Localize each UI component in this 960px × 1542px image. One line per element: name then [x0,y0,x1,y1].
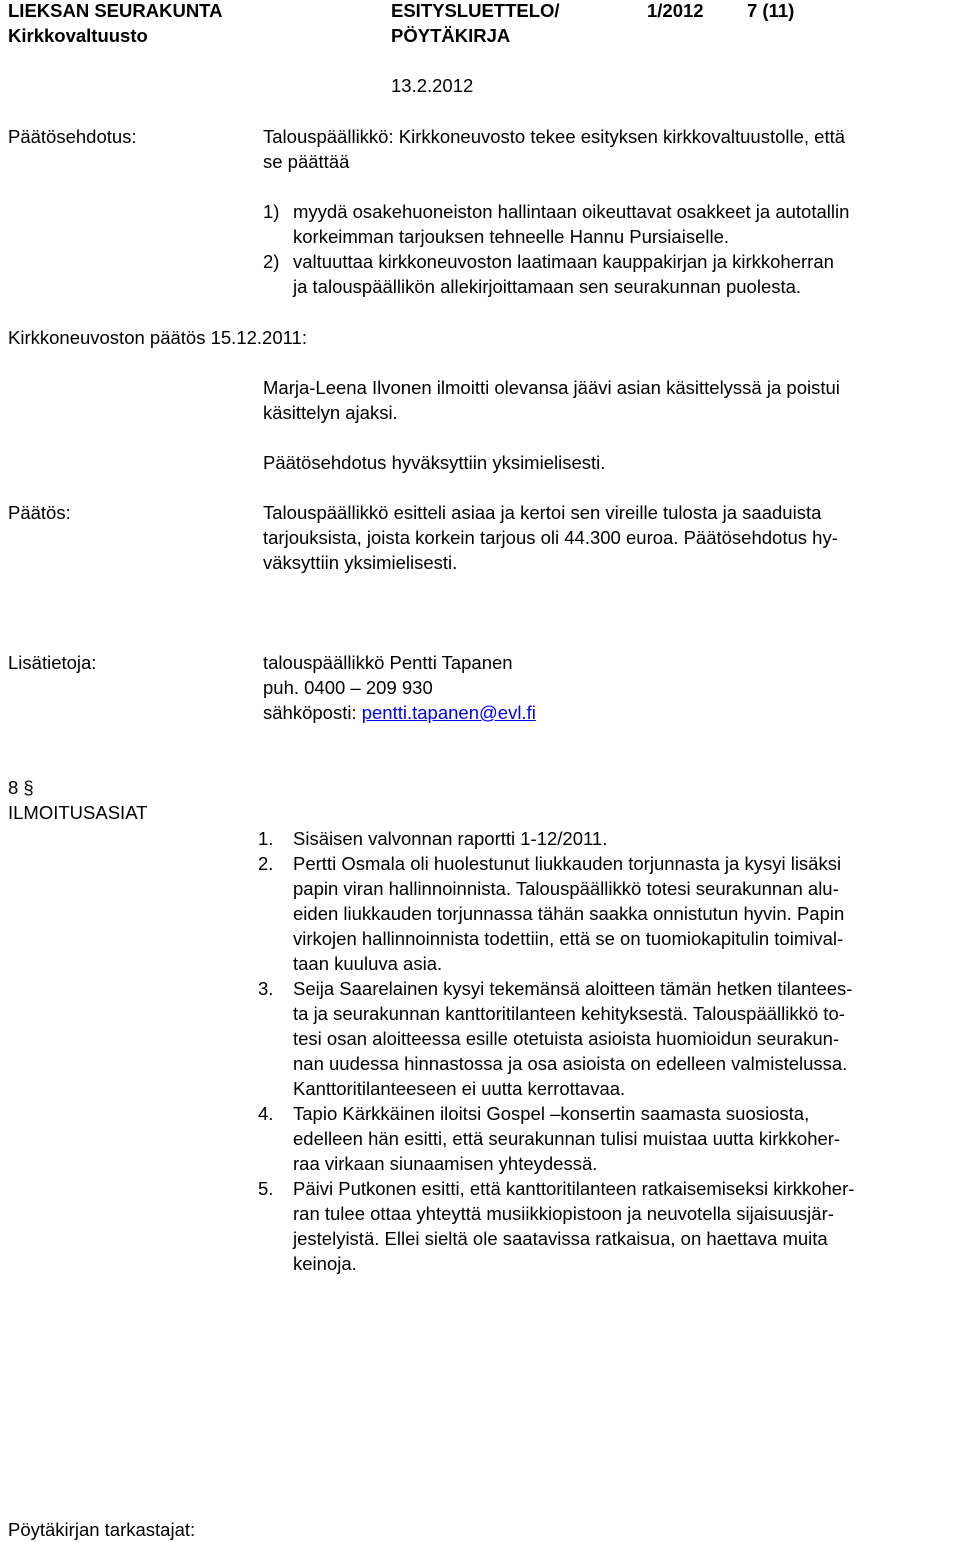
meeting-date: 13.2.2012 [391,75,474,96]
council-decision-line: Marja-Leena Ilvonen ilmoitti olevansa jäävi asian käsittelyssä ja poistui [263,377,840,398]
section-number: 8 § [8,777,34,798]
proposal-item-text [293,199,849,249]
contact-name: talouspäällikkö Pentti Tapanen [263,652,513,673]
notice-text [293,826,607,851]
proposal-intro-line: Talouspäällikkö: Kirkkoneuvosto tekee esityksen kirkkovaltuustolle, että [263,126,846,147]
proposal-item-line: valtuuttaa kirkkoneuvoston laatimaan kauppakirjan ja kirkkoherran [293,251,834,272]
notice-number: 4. [258,1103,274,1124]
email-link[interactable]: pentti.tapanen@evl.fi [361,702,536,723]
notice-line: ran tulee ottaa yhteyttä musiikkiopistoon ja neuvotella sijaisuusjär- [293,1203,834,1224]
notice-line: ta ja seurakunnan kanttoritilanteen kehityksestä. Talouspäällikkö to- [293,1003,845,1024]
proposal-item-line: ja talouspäällikön allekirjoittamaan sen seurakunnan puolesta. [293,276,802,297]
doc-type-2: PÖYTÄKIRJA [391,25,511,46]
council-decision-label: Kirkkoneuvoston päätös 15.12.2011: [8,327,307,348]
section-title: ILMOITUSASIAT [8,802,148,823]
council-decision-line: käsittelyn ajaksi. [263,402,398,423]
notice-number: 3. [258,978,274,999]
proposal-intro [263,124,953,174]
notice-text [293,851,844,976]
info-label: Lisätietoja: [8,652,97,673]
proposal-item-line: myydä osakehuoneiston hallintaan oikeuttavat osakkeet ja autotallin [293,201,850,222]
decision-line: tarjouksista, joista korkein tarjous oli 44.300 euroa. Päätösehdotus hy- [263,527,838,548]
notice-line: taan kuuluva asia. [293,953,443,974]
notice-line: virkojen hallinnoinnista todettiin, että se on tuomiokapitulin toimival- [293,928,844,949]
notice-line: Tapio Kärkkäinen iloitsi Gospel –konsertin saamasta suosiosta, [293,1103,810,1124]
doc-number: 1/2012 [647,0,704,21]
decision-line: väksyttiin yksimielisesti. [263,552,458,573]
org-name: LIEKSAN SEURAKUNTA [8,0,223,21]
notice-line: eiden liukkauden torjunnassa tähän saakka onnistutun hyvin. Papin [293,903,845,924]
contact-email-row [263,700,536,725]
notice-number: 5. [258,1178,274,1199]
notice-line: papin viran hallinnoinnista. Talouspäällikkö totesi seurakunnan alu- [293,878,839,899]
notice-line: jestelyistä. Ellei sieltä ole saatavissa ratkaisua, on haettava muita [293,1228,828,1249]
page-number: 7 (11) [747,0,795,21]
notice-line: Sisäisen valvonnan raportti 1-12/2011. [293,828,608,849]
proposal-label: Päätösehdotus: [8,126,137,147]
decision-line: Talouspäällikkö esitteli asiaa ja kertoi sen vireille tulosta ja saaduista [263,502,822,523]
notice-number: 1. [258,828,274,849]
contact-phone: puh. 0400 – 209 930 [263,677,433,698]
notice-text [293,1101,840,1176]
notice-number: 2. [258,853,274,874]
notice-line: edelleen hän esitti, että seurakunnan tulisi muistaa uutta kirkkoher- [293,1128,841,1149]
proposal-item-line: korkeimman tarjouksen tehneelle Hannu Pursiaiselle. [293,226,730,247]
notice-text [293,976,852,1101]
proposal-intro-line: se päättää [263,151,350,172]
notice-text [293,1176,854,1276]
proposal-item-number: 1) [263,201,280,222]
minutes-checkers-label: Pöytäkirjan tarkastajat: [8,1519,196,1540]
proposal-item-text [293,249,834,299]
notice-line: nan uudessa hinnastossa ja osa asioista on edelleen valmistelussa. [293,1053,848,1074]
notice-line: Kanttoritilanteeseen ei uutta kerrottavaa. [293,1078,626,1099]
council-decision-approval: Päätösehdotus hyväksyttiin yksimielisesti. [263,452,606,473]
notice-line: raa virkaan siunaamisen yhteydessä. [293,1153,598,1174]
notice-line: tesi osan aloitteessa esille otetuista asioista huomioidun seurakun- [293,1028,840,1049]
notice-line: Pertti Osmala oli huolestunut liukkauden torjunnasta ja kysyi lisäksi [293,853,842,874]
decision-text [263,500,953,575]
council-decision-text [263,375,953,425]
doc-type: ESITYSLUETTELO/ [391,0,560,21]
email-label: sähköposti: [263,702,362,723]
notice-line: Päivi Putkonen esitti, että kanttoritilanteen ratkaisemiseksi kirkkoher- [293,1178,855,1199]
body-name: Kirkkovaltuusto [8,25,148,46]
decision-label: Päätös: [8,502,71,523]
notice-line: Seija Saarelainen kysyi tekemänsä aloitteen tämän hetken tilantees- [293,978,853,999]
notice-line: keinoja. [293,1253,357,1274]
proposal-item-number: 2) [263,251,280,272]
